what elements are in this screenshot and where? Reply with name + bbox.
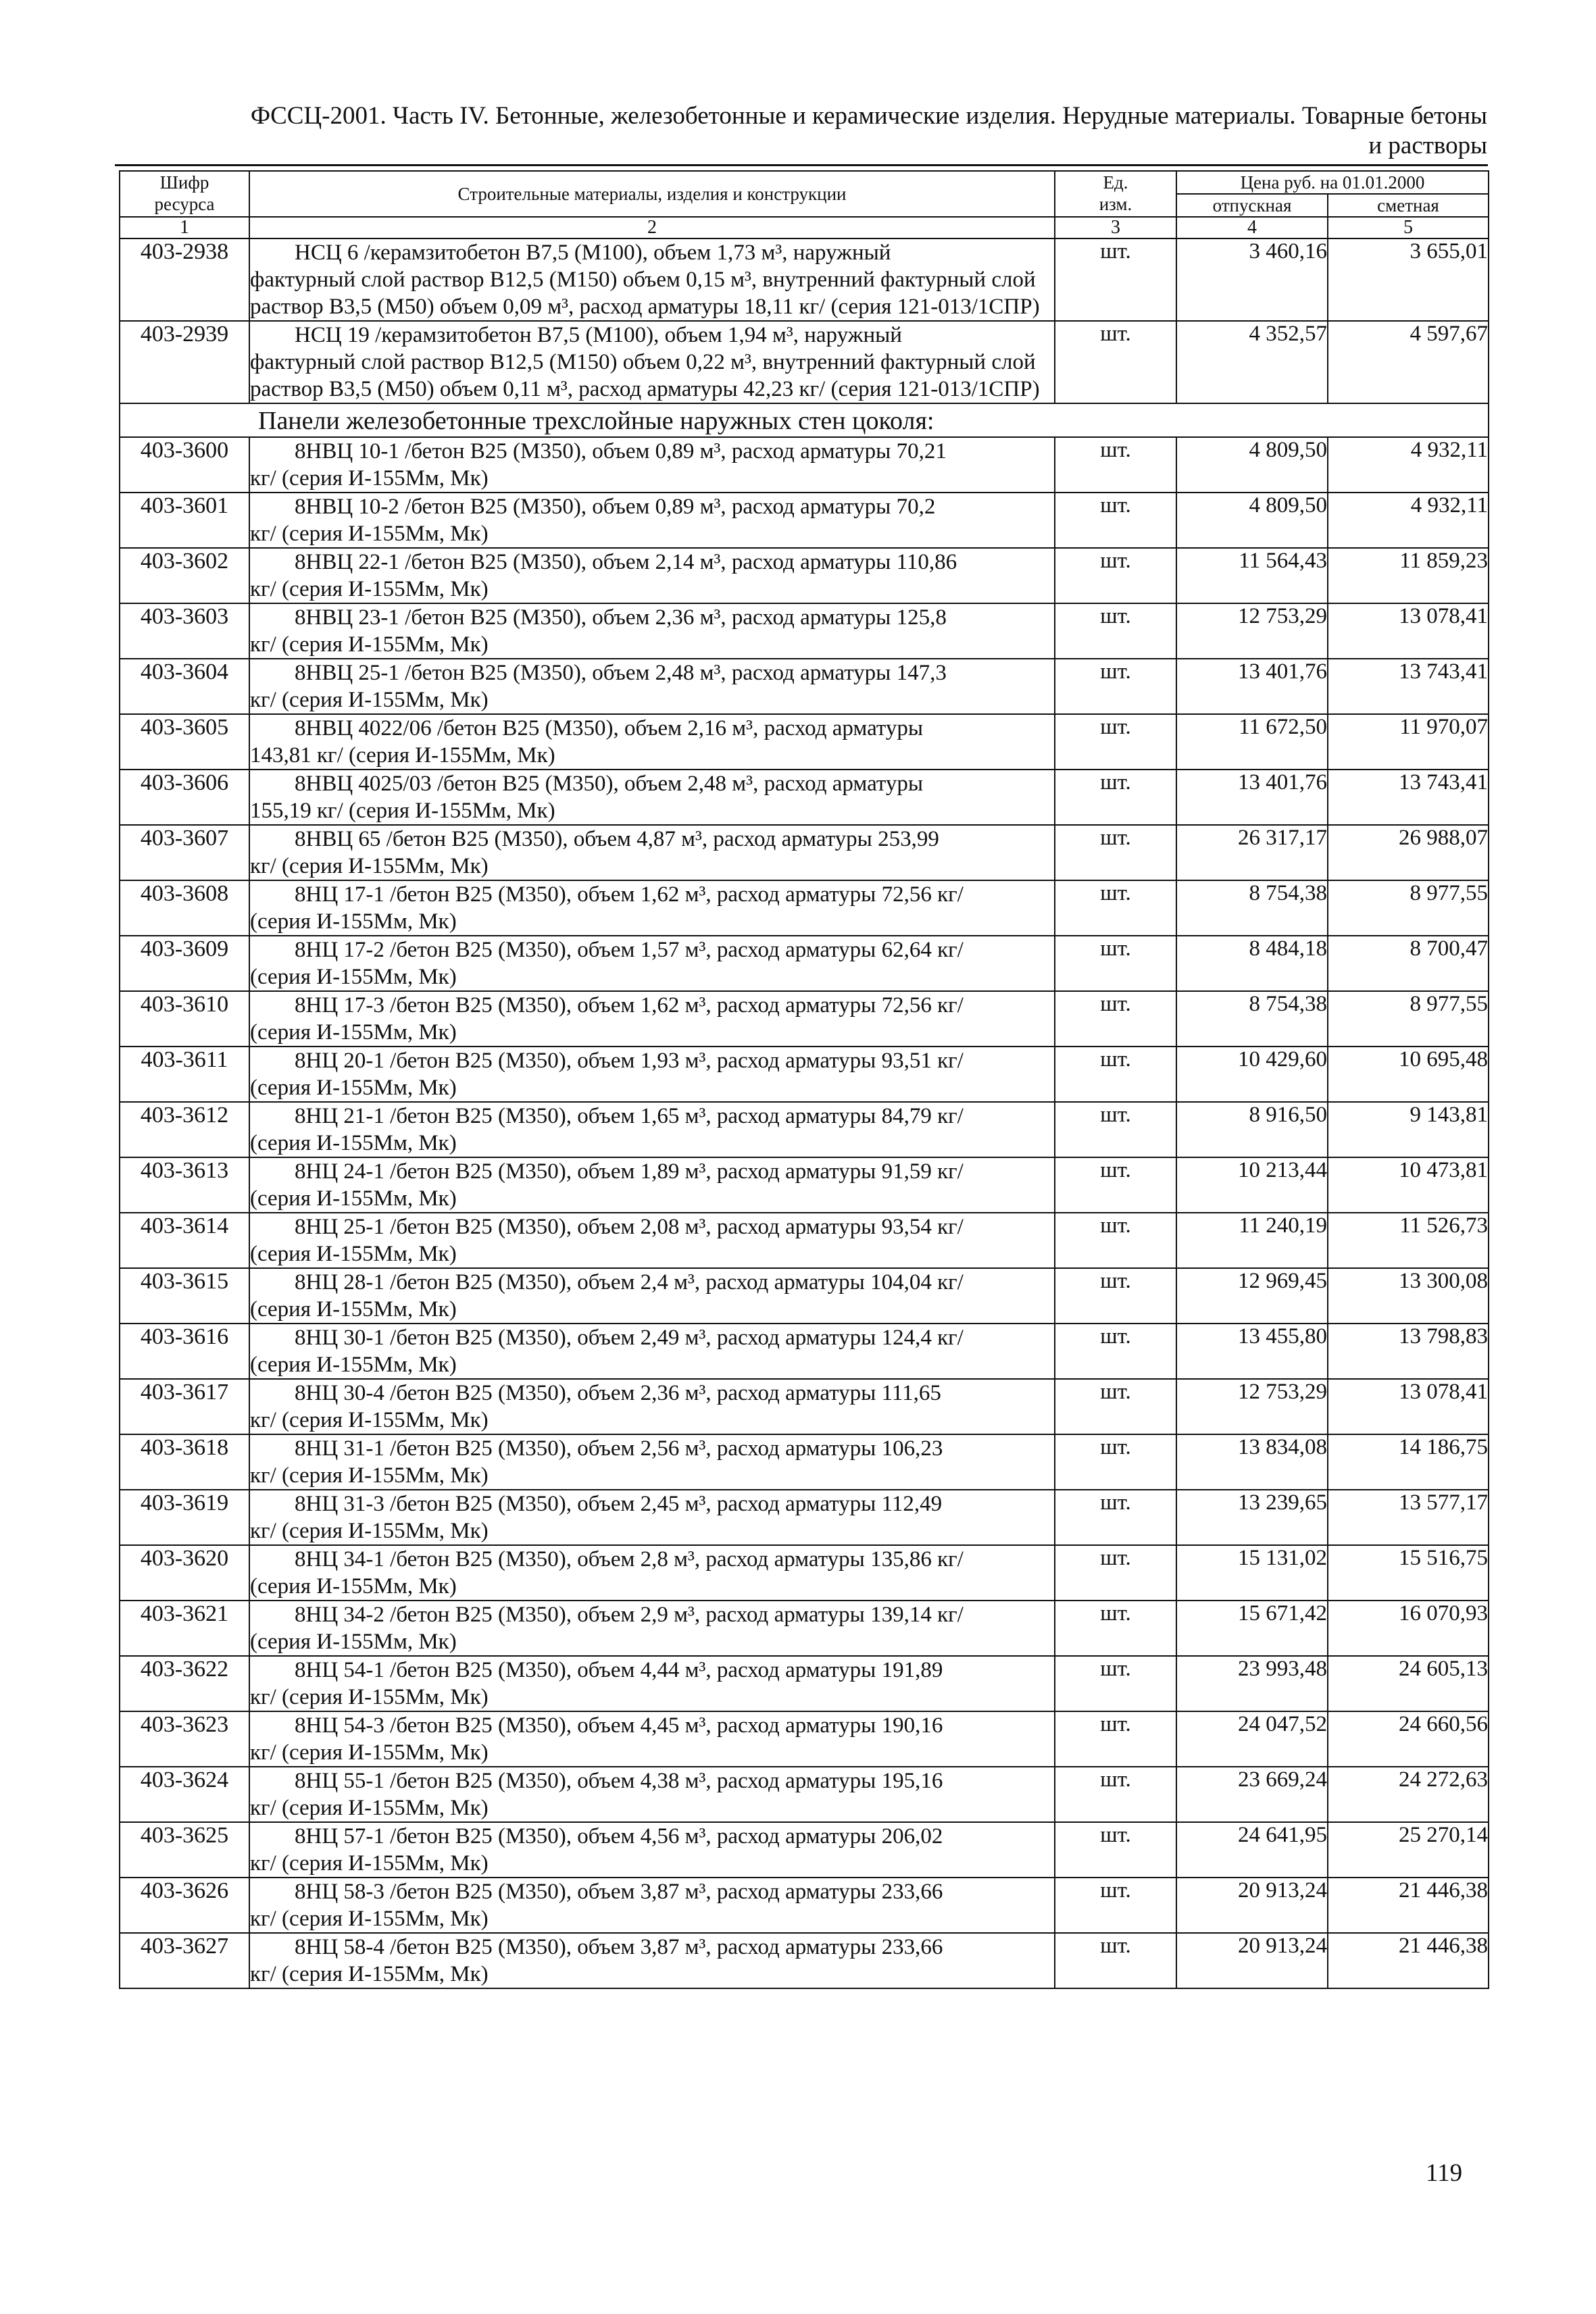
resource-code: 403-3605 xyxy=(120,714,249,770)
description-continuation: (серия И-155Мм, Мк) xyxy=(250,1242,457,1266)
unit: шт. xyxy=(1055,1047,1176,1102)
table-row xyxy=(120,1545,1489,1601)
unit: шт. xyxy=(1055,1157,1176,1213)
price-release: 8 484,18 xyxy=(1176,936,1328,991)
resource-code: 403-3624 xyxy=(120,1767,249,1822)
price-release: 26 317,17 xyxy=(1176,825,1328,880)
page-number: 119 xyxy=(1426,2159,1463,2187)
price-release: 11 672,50 xyxy=(1176,714,1328,770)
table-row xyxy=(120,1933,1489,1988)
price-release: 13 239,65 xyxy=(1176,1490,1328,1545)
price-release: 11 564,43 xyxy=(1176,548,1328,603)
description-first-line: 8НЦ 20-1 /бетон В25 (М350), объем 1,93 м³, расход арматуры 93,51 кг/ xyxy=(295,1049,964,1073)
description-first-line: 8НЦ 24-1 /бетон В25 (М350), объем 1,89 м³, расход арматуры 91,59 кг/ xyxy=(295,1159,964,1184)
column-number: 4 xyxy=(1176,217,1328,238)
description-first-line: 8НВЦ 10-1 /бетон В25 (М350), объем 0,89 м³, расход арматуры 70,21 xyxy=(295,439,947,463)
price-estimate: 13 300,08 xyxy=(1328,1268,1489,1324)
unit: шт. xyxy=(1055,659,1176,714)
material-description xyxy=(249,1656,1055,1711)
table-row xyxy=(120,1157,1489,1213)
resource-code: 403-3617 xyxy=(120,1379,249,1434)
unit: шт. xyxy=(1055,936,1176,991)
header-row-1 xyxy=(120,171,1489,194)
column-number: 1 xyxy=(120,217,249,238)
description-first-line: 8НВЦ 65 /бетон В25 (М350), объем 4,87 м³, расход арматуры 253,99 xyxy=(295,827,939,851)
price-estimate: 11 970,07 xyxy=(1328,714,1489,770)
material-description xyxy=(249,1822,1055,1878)
description-first-line: 8НЦ 34-1 /бетон В25 (М350), объем 2,8 м³, расход арматуры 135,86 кг/ xyxy=(295,1547,964,1571)
table-row xyxy=(120,825,1489,880)
table-row xyxy=(120,991,1489,1047)
material-description xyxy=(249,770,1055,825)
material-description xyxy=(249,1767,1055,1822)
material-description xyxy=(249,1601,1055,1656)
description-first-line: 8НЦ 34-2 /бетон В25 (М350), объем 2,9 м³, расход арматуры 139,14 кг/ xyxy=(295,1603,964,1627)
material-description xyxy=(249,991,1055,1047)
description-continuation: кг/ (серия И-155Мм, Мк) xyxy=(250,1851,489,1876)
price-release: 8 916,50 xyxy=(1176,1102,1328,1157)
table-row xyxy=(120,1213,1489,1268)
header-price-estimate: сметная xyxy=(1328,194,1489,217)
resource-code: 403-3619 xyxy=(120,1490,249,1545)
resource-code: 403-3626 xyxy=(120,1878,249,1933)
description-continuation: (серия И-155Мм, Мк) xyxy=(250,1131,457,1155)
resource-code: 403-3615 xyxy=(120,1268,249,1324)
table-row xyxy=(120,880,1489,936)
header-line-2: и растворы xyxy=(1368,132,1487,159)
resource-code: 403-3621 xyxy=(120,1601,249,1656)
table-row xyxy=(120,1767,1489,1822)
resource-code: 403-3613 xyxy=(120,1157,249,1213)
header-line-1: ФССЦ-2001. Часть IV. Бетонные, железобетонные и керамические изделия. Нерудные материалы. Товарные бетоны xyxy=(250,102,1487,130)
price-release: 24 047,52 xyxy=(1176,1711,1328,1767)
price-release: 10 213,44 xyxy=(1176,1157,1328,1213)
material-description xyxy=(249,1102,1055,1157)
resource-code: 403-2939 xyxy=(120,321,249,403)
material-description xyxy=(249,1379,1055,1434)
resource-code: 403-3602 xyxy=(120,548,249,603)
description-continuation: кг/ (серия И-155Мм, Мк) xyxy=(250,1907,489,1931)
header-materials: Строительные материалы, изделия и конструкции xyxy=(249,171,1055,217)
material-description xyxy=(249,1933,1055,1988)
description-first-line: 8НЦ 58-4 /бетон В25 (М350), объем 3,87 м³, расход арматуры 233,66 xyxy=(295,1935,943,1959)
description-first-line: 8НЦ 58-3 /бетон В25 (М350), объем 3,87 м³, расход арматуры 233,66 xyxy=(295,1880,943,1904)
description-continuation: кг/ (серия И-155Мм, Мк) xyxy=(250,688,489,712)
description-first-line: 8НЦ 31-3 /бетон В25 (М350), объем 2,45 м³, расход арматуры 112,49 xyxy=(295,1492,943,1516)
unit: шт. xyxy=(1055,1767,1176,1822)
unit: шт. xyxy=(1055,1268,1176,1324)
price-release: 24 641,95 xyxy=(1176,1822,1328,1878)
material-description xyxy=(249,1490,1055,1545)
table-row xyxy=(120,1601,1489,1656)
price-release: 8 754,38 xyxy=(1176,991,1328,1047)
price-estimate: 10 695,48 xyxy=(1328,1047,1489,1102)
description-continuation: кг/ (серия И-155Мм, Мк) xyxy=(250,466,489,491)
table-row xyxy=(120,548,1489,603)
unit: шт. xyxy=(1055,1601,1176,1656)
column-number: 5 xyxy=(1328,217,1489,238)
table-row xyxy=(120,1379,1489,1434)
table-row xyxy=(120,321,1489,403)
price-release: 13 455,80 xyxy=(1176,1324,1328,1379)
unit: шт. xyxy=(1055,1822,1176,1878)
description-continuation: кг/ (серия И-155Мм, Мк) xyxy=(250,1740,489,1765)
price-release: 13 401,76 xyxy=(1176,659,1328,714)
resource-code: 403-3622 xyxy=(120,1656,249,1711)
material-description xyxy=(249,493,1055,548)
table-row xyxy=(120,238,1489,321)
resource-code: 403-3627 xyxy=(120,1933,249,1988)
description-first-line: 8НВЦ 23-1 /бетон В25 (М350), объем 2,36 м³, расход арматуры 125,8 xyxy=(295,605,947,630)
price-estimate: 14 186,75 xyxy=(1328,1434,1489,1490)
unit: шт. xyxy=(1055,1434,1176,1490)
description-continuation: кг/ (серия И-155Мм, Мк) xyxy=(250,1796,489,1820)
table-row xyxy=(120,437,1489,493)
description-first-line: 8НЦ 57-1 /бетон В25 (М350), объем 4,56 м³, расход арматуры 206,02 xyxy=(295,1824,943,1848)
description-first-line: 8НЦ 54-3 /бетон В25 (М350), объем 4,45 м³, расход арматуры 190,16 xyxy=(295,1713,943,1738)
price-estimate: 21 446,38 xyxy=(1328,1878,1489,1933)
price-estimate: 13 078,41 xyxy=(1328,603,1489,659)
description-continuation: кг/ (серия И-155Мм, Мк) xyxy=(250,1962,489,1986)
material-description xyxy=(249,1711,1055,1767)
unit: шт. xyxy=(1055,548,1176,603)
table-row xyxy=(120,1878,1489,1933)
table-row xyxy=(120,1324,1489,1379)
resource-code: 403-3625 xyxy=(120,1822,249,1878)
resource-code: 403-3620 xyxy=(120,1545,249,1601)
description-continuation: 155,19 кг/ (серия И-155Мм, Мк) xyxy=(250,799,555,823)
unit: шт. xyxy=(1055,880,1176,936)
description-continuation: (серия И-155Мм, Мк) xyxy=(250,1020,457,1045)
price-estimate: 26 988,07 xyxy=(1328,825,1489,880)
price-estimate: 25 270,14 xyxy=(1328,1822,1489,1878)
price-estimate: 16 070,93 xyxy=(1328,1601,1489,1656)
material-description xyxy=(249,714,1055,770)
price-table xyxy=(119,170,1489,1989)
unit: шт. xyxy=(1055,603,1176,659)
description-first-line: НСЦ 19 /керамзитобетон В7,5 (М100), объем 1,94 м³, наружный xyxy=(295,323,902,347)
unit: шт. xyxy=(1055,825,1176,880)
price-estimate: 11 859,23 xyxy=(1328,548,1489,603)
price-estimate: 24 660,56 xyxy=(1328,1711,1489,1767)
price-estimate: 13 743,41 xyxy=(1328,659,1489,714)
section-row xyxy=(120,403,1489,437)
table-row xyxy=(120,1822,1489,1878)
price-estimate: 13 743,41 xyxy=(1328,770,1489,825)
unit: шт. xyxy=(1055,1490,1176,1545)
table-row xyxy=(120,1434,1489,1490)
unit: шт. xyxy=(1055,1324,1176,1379)
description-first-line: 8НЦ 25-1 /бетон В25 (М350), объем 2,08 м³, расход арматуры 93,54 кг/ xyxy=(295,1215,964,1239)
material-description xyxy=(249,603,1055,659)
table-row xyxy=(120,603,1489,659)
column-number: 3 xyxy=(1055,217,1176,238)
table-row xyxy=(120,1490,1489,1545)
table-row xyxy=(120,714,1489,770)
table-row xyxy=(120,936,1489,991)
resource-code: 403-3603 xyxy=(120,603,249,659)
header-rule xyxy=(115,164,1488,166)
price-release: 15 671,42 xyxy=(1176,1601,1328,1656)
material-description xyxy=(249,321,1055,403)
price-estimate: 13 078,41 xyxy=(1328,1379,1489,1434)
unit: шт. xyxy=(1055,1379,1176,1434)
material-description xyxy=(249,1213,1055,1268)
description-first-line: 8НЦ 28-1 /бетон В25 (М350), объем 2,4 м³, расход арматуры 104,04 кг/ xyxy=(295,1270,964,1294)
price-release: 4 352,57 xyxy=(1176,321,1328,403)
resource-code: 403-3610 xyxy=(120,991,249,1047)
rows-before-section xyxy=(120,238,1489,403)
resource-code: 403-3614 xyxy=(120,1213,249,1268)
resource-code: 403-3623 xyxy=(120,1711,249,1767)
description-first-line: 8НЦ 30-1 /бетон В25 (М350), объем 2,49 м³, расход арматуры 124,4 кг/ xyxy=(295,1326,964,1350)
material-description xyxy=(249,1878,1055,1933)
page-header xyxy=(119,101,1487,161)
description-continuation: фактурный слой раствор В12,5 (М150) объем 0,15 м³, внутренний фактурный слой раствор В3,5 (М50) объем 0,09 м³, расход арматуры 18,11 кг/ (серия 121-013/1СПР) xyxy=(250,268,1040,319)
unit: шт. xyxy=(1055,238,1176,321)
description-first-line: 8НВЦ 22-1 /бетон В25 (М350), объем 2,14 м³, расход арматуры 110,86 xyxy=(295,550,957,574)
material-description xyxy=(249,437,1055,493)
price-release: 12 969,45 xyxy=(1176,1268,1328,1324)
section-title: Панели железобетонные трехслойные наружных стен цоколя: xyxy=(120,403,1489,437)
material-description xyxy=(249,825,1055,880)
description-continuation: кг/ (серия И-155Мм, Мк) xyxy=(250,522,489,546)
unit: шт. xyxy=(1055,1545,1176,1601)
material-description xyxy=(249,659,1055,714)
unit: шт. xyxy=(1055,1933,1176,1988)
material-description xyxy=(249,1047,1055,1102)
price-estimate: 3 655,01 xyxy=(1328,238,1489,321)
description-continuation: 143,81 кг/ (серия И-155Мм, Мк) xyxy=(250,743,555,768)
unit: шт. xyxy=(1055,493,1176,548)
description-first-line: 8НЦ 54-1 /бетон В25 (М350), объем 4,44 м³, расход арматуры 191,89 xyxy=(295,1658,943,1682)
description-first-line: 8НЦ 30-4 /бетон В25 (М350), объем 2,36 м³, расход арматуры 111,65 xyxy=(295,1381,941,1405)
description-first-line: 8НВЦ 10-2 /бетон В25 (М350), объем 0,89 м³, расход арматуры 70,2 xyxy=(295,495,936,519)
resource-code: 403-3601 xyxy=(120,493,249,548)
resource-code: 403-3600 xyxy=(120,437,249,493)
material-description xyxy=(249,1434,1055,1490)
price-estimate: 8 977,55 xyxy=(1328,880,1489,936)
description-continuation: (серия И-155Мм, Мк) xyxy=(250,1574,457,1599)
unit: шт. xyxy=(1055,770,1176,825)
material-description xyxy=(249,1324,1055,1379)
resource-code: 403-3607 xyxy=(120,825,249,880)
description-continuation: (серия И-155Мм, Мк) xyxy=(250,909,457,934)
description-first-line: 8НЦ 55-1 /бетон В25 (М350), объем 4,38 м³, расход арматуры 195,16 xyxy=(295,1769,943,1793)
price-release: 20 913,24 xyxy=(1176,1933,1328,1988)
price-estimate: 4 932,11 xyxy=(1328,493,1489,548)
description-continuation: кг/ (серия И-155Мм, Мк) xyxy=(250,577,489,601)
description-continuation: кг/ (серия И-155Мм, Мк) xyxy=(250,1408,489,1432)
price-release: 4 809,50 xyxy=(1176,437,1328,493)
material-description xyxy=(249,1157,1055,1213)
material-description xyxy=(249,548,1055,603)
unit: шт. xyxy=(1055,991,1176,1047)
price-release: 10 429,60 xyxy=(1176,1047,1328,1102)
price-estimate: 13 798,83 xyxy=(1328,1324,1489,1379)
price-release: 12 753,29 xyxy=(1176,1379,1328,1434)
description-continuation: (серия И-155Мм, Мк) xyxy=(250,1297,457,1322)
price-estimate: 24 272,63 xyxy=(1328,1767,1489,1822)
header-price-group: Цена руб. на 01.01.2000 xyxy=(1176,171,1489,194)
description-continuation: (серия И-155Мм, Мк) xyxy=(250,965,457,989)
price-release: 23 993,48 xyxy=(1176,1656,1328,1711)
description-continuation: (серия И-155Мм, Мк) xyxy=(250,1630,457,1654)
price-estimate: 8 977,55 xyxy=(1328,991,1489,1047)
price-estimate: 13 577,17 xyxy=(1328,1490,1489,1545)
resource-code: 403-3611 xyxy=(120,1047,249,1102)
description-continuation: кг/ (серия И-155Мм, Мк) xyxy=(250,1519,489,1543)
price-estimate: 24 605,13 xyxy=(1328,1656,1489,1711)
material-description xyxy=(249,238,1055,321)
table-row xyxy=(120,1047,1489,1102)
header-price-release: отпускная xyxy=(1176,194,1328,217)
unit: шт. xyxy=(1055,714,1176,770)
price-estimate: 9 143,81 xyxy=(1328,1102,1489,1157)
resource-code: 403-3609 xyxy=(120,936,249,991)
price-release: 20 913,24 xyxy=(1176,1878,1328,1933)
price-release: 4 809,50 xyxy=(1176,493,1328,548)
price-release: 13 834,08 xyxy=(1176,1434,1328,1490)
table-row xyxy=(120,1268,1489,1324)
column-number-row xyxy=(120,217,1489,238)
header-unit: Ед. изм. xyxy=(1055,171,1176,217)
price-release: 11 240,19 xyxy=(1176,1213,1328,1268)
table-row xyxy=(120,770,1489,825)
unit: шт. xyxy=(1055,1878,1176,1933)
material-description xyxy=(249,1268,1055,1324)
resource-code: 403-3606 xyxy=(120,770,249,825)
description-continuation: кг/ (серия И-155Мм, Мк) xyxy=(250,854,489,878)
table-row xyxy=(120,659,1489,714)
unit: шт. xyxy=(1055,321,1176,403)
description-continuation: кг/ (серия И-155Мм, Мк) xyxy=(250,1463,489,1488)
price-estimate: 15 516,75 xyxy=(1328,1545,1489,1601)
unit: шт. xyxy=(1055,1656,1176,1711)
table-row xyxy=(120,1711,1489,1767)
material-description xyxy=(249,936,1055,991)
description-first-line: 8НВЦ 4022/06 /бетон В25 (М350), объем 2,16 м³, расход арматуры xyxy=(295,716,924,740)
resource-code: 403-3616 xyxy=(120,1324,249,1379)
price-release: 23 669,24 xyxy=(1176,1767,1328,1822)
price-release: 3 460,16 xyxy=(1176,238,1328,321)
description-first-line: 8НЦ 17-2 /бетон В25 (М350), объем 1,57 м³, расход арматуры 62,64 кг/ xyxy=(295,938,964,962)
table-row xyxy=(120,1102,1489,1157)
description-continuation: (серия И-155Мм, Мк) xyxy=(250,1076,457,1100)
resource-code: 403-3618 xyxy=(120,1434,249,1490)
description-continuation: (серия И-155Мм, Мк) xyxy=(250,1186,457,1211)
price-estimate: 4 597,67 xyxy=(1328,321,1489,403)
description-continuation: кг/ (серия И-155Мм, Мк) xyxy=(250,1685,489,1709)
description-continuation: кг/ (серия И-155Мм, Мк) xyxy=(250,632,489,657)
price-release: 15 131,02 xyxy=(1176,1545,1328,1601)
resource-code: 403-2938 xyxy=(120,238,249,321)
description-first-line: НСЦ 6 /керамзитобетон В7,5 (М100), объем 1,73 м³, наружный xyxy=(295,241,891,265)
price-release: 13 401,76 xyxy=(1176,770,1328,825)
resource-code: 403-3608 xyxy=(120,880,249,936)
table-row xyxy=(120,493,1489,548)
price-estimate: 11 526,73 xyxy=(1328,1213,1489,1268)
resource-code: 403-3612 xyxy=(120,1102,249,1157)
unit: шт. xyxy=(1055,1102,1176,1157)
rows-after-section xyxy=(120,437,1489,1988)
header-code: Шифр ресурса xyxy=(120,171,249,217)
description-continuation: фактурный слой раствор В12,5 (М150) объем 0,22 м³, внутренний фактурный слой раствор В3,5 (М50) объем 0,11 м³, расход арматуры 42,23 кг/ (серия 121-013/1СПР) xyxy=(250,350,1040,401)
section-body xyxy=(120,403,1489,437)
price-release: 12 753,29 xyxy=(1176,603,1328,659)
material-description xyxy=(249,1545,1055,1601)
description-first-line: 8НЦ 17-1 /бетон В25 (М350), объем 1,62 м³, расход арматуры 72,56 кг/ xyxy=(295,882,964,907)
description-first-line: 8НЦ 21-1 /бетон В25 (М350), объем 1,65 м³, расход арматуры 84,79 кг/ xyxy=(295,1104,964,1128)
resource-code: 403-3604 xyxy=(120,659,249,714)
unit: шт. xyxy=(1055,1213,1176,1268)
price-estimate: 4 932,11 xyxy=(1328,437,1489,493)
price-estimate: 8 700,47 xyxy=(1328,936,1489,991)
material-description xyxy=(249,880,1055,936)
unit: шт. xyxy=(1055,437,1176,493)
description-first-line: 8НЦ 31-1 /бетон В25 (М350), объем 2,56 м³, расход арматуры 106,23 xyxy=(295,1436,943,1461)
description-continuation: (серия И-155Мм, Мк) xyxy=(250,1353,457,1377)
price-estimate: 10 473,81 xyxy=(1328,1157,1489,1213)
table-row xyxy=(120,1656,1489,1711)
description-first-line: 8НЦ 17-3 /бетон В25 (М350), объем 1,62 м³, расход арматуры 72,56 кг/ xyxy=(295,993,964,1017)
description-first-line: 8НВЦ 25-1 /бетон В25 (М350), объем 2,48 м³, расход арматуры 147,3 xyxy=(295,661,947,685)
description-first-line: 8НВЦ 4025/03 /бетон В25 (М350), объем 2,48 м³, расход арматуры xyxy=(295,772,924,796)
price-estimate: 21 446,38 xyxy=(1328,1933,1489,1988)
unit: шт. xyxy=(1055,1711,1176,1767)
price-release: 8 754,38 xyxy=(1176,880,1328,936)
column-number: 2 xyxy=(249,217,1055,238)
